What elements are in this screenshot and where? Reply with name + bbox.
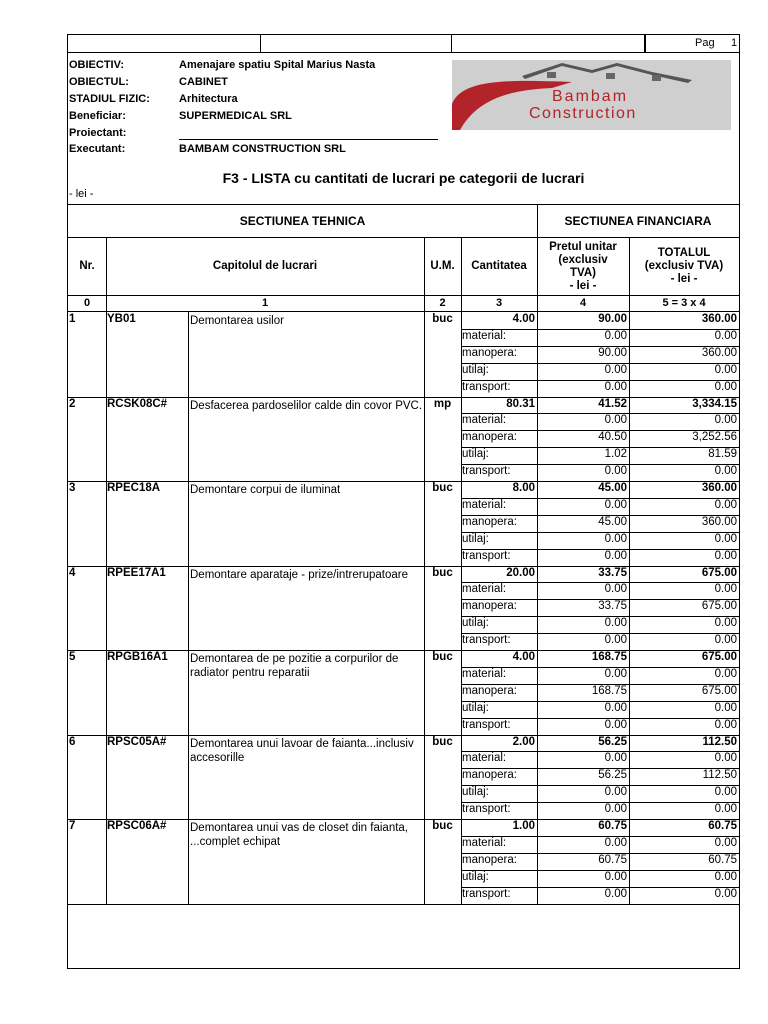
item-unit: buc [432,482,453,494]
cost-component-price: 60.75 [598,853,627,866]
item-unit-price: 90.00 [598,313,627,325]
cost-component-price: 0.00 [604,583,627,596]
item-number: 3 [69,482,76,494]
header-cell [261,35,452,52]
col-number: 5 = 3 x 4 [662,297,706,309]
item-description: Desfacerea pardoselilor calde din covor PVC. [190,399,423,412]
item-unit: buc [432,313,453,325]
cost-component-label: transport: [462,887,511,900]
cost-component-total: 0.00 [714,836,737,849]
cost-component-price: 0.00 [604,786,627,799]
cost-component-total: 0.00 [714,498,737,511]
cost-component-price: 0.00 [604,617,627,630]
item-code: RPGB16A1 [107,651,168,663]
item-quantity: 8.00 [512,482,535,494]
cost-component-label: material: [462,752,507,765]
col-header-um: U.M. [430,260,455,272]
item-unit-price: 33.75 [598,566,627,579]
cost-component-total: 0.00 [714,329,737,342]
divider [645,35,646,52]
item-code: RPSC06A# [107,820,167,832]
divider [68,904,739,905]
item-quantity: 20.00 [506,566,535,579]
info-label: Proiectant: [69,127,127,139]
item-number: 4 [69,566,76,579]
item-total: 675.00 [701,566,737,579]
item-quantity: 4.00 [512,651,535,663]
cost-component-price: 0.00 [604,498,627,511]
cost-component-total: 0.00 [714,617,737,630]
cost-component-label: utilaj: [462,363,489,376]
item-description: Demontare corpui de iluminat [190,484,341,496]
col-number: 3 [495,297,503,309]
item-number: 6 [69,735,76,748]
item-total: 3,334.15 [692,397,737,410]
cost-component-price: 90.00 [598,346,627,359]
cost-component-label: transport: [462,465,511,478]
cost-component-label: transport: [462,549,511,562]
page-header-strip [68,35,739,52]
page-number: 1 [731,37,738,49]
cost-component-total: 0.00 [714,414,737,427]
cost-component-price: 0.00 [604,363,627,376]
cost-component-label: utilaj: [462,701,489,714]
item-quantity: 4.00 [512,313,535,325]
cost-component-label: transport: [462,718,511,731]
cost-component-total: 675.00 [701,600,737,613]
cost-component-total: 0.00 [714,634,737,647]
cost-component-label: manopera: [462,853,517,866]
cost-component-price: 0.00 [604,380,627,393]
item-code: RPSC05A# [107,735,167,748]
cost-component-label: utilaj: [462,617,489,630]
col-header-pret-line: - lei - [569,279,597,292]
section-financiara-title: SECTIUNEA FINANCIARA [564,214,712,228]
cost-component-price: 1.02 [604,448,627,461]
logo-text-line1: Bambam [552,88,629,105]
item-description: Demontarea de pe pozitie a corpurilor de radiator pentru reparatii [190,653,399,679]
cost-component-price: 45.00 [598,515,627,528]
cost-component-total: 360.00 [701,515,737,528]
cost-component-total: 112.50 [702,769,737,782]
cost-component-total: 0.00 [714,380,737,393]
cost-component-total: 0.00 [714,718,737,731]
currency-note: - lei - [69,188,94,200]
cost-component-total: 0.00 [714,701,737,714]
col-header-capitol: Capitolul de lucrari [212,260,318,272]
info-label: OBIECTUL: [69,76,129,88]
cost-component-total: 360.00 [701,346,737,359]
col-header-cantitate: Cantitatea [471,260,527,272]
info-label: Executant: [69,143,126,155]
item-description: Demontarea unui lavoar de faianta...inclusiv accesorille [190,737,414,764]
item-description: Demontarea unui vas de closet din faianta, ...complet echipat [190,822,408,848]
col-header-total-line: (exclusiv TVA) [644,260,724,272]
cost-component-label: manopera: [462,346,517,359]
cost-component-price: 0.00 [604,803,627,816]
col-header-pret [537,238,629,295]
item-number: 5 [69,651,76,663]
item-unit-price: 41.52 [598,397,627,410]
item-number: 2 [69,397,76,410]
cost-component-total: 0.00 [714,363,737,376]
item-unit: buc [432,735,453,748]
col-header-total [629,238,739,295]
col-number: 1 [261,297,269,309]
item-quantity: 80.31 [506,397,535,410]
cost-component-total: 0.00 [714,667,737,680]
cost-component-label: transport: [462,380,511,393]
item-quantity: 2.00 [512,735,535,748]
item-total: 360.00 [701,482,737,494]
item-unit-price: 45.00 [598,482,627,494]
cost-component-total: 0.00 [714,532,737,545]
section-tehnica-title: SECTIUNEA TEHNICA [239,214,366,228]
col-header-pret-line: (exclusiv [558,253,608,266]
cost-component-label: material: [462,583,507,596]
divider [188,311,189,904]
cost-component-label: manopera: [462,515,517,528]
cost-component-total: 0.00 [714,583,737,596]
cost-component-label: utilaj: [462,870,489,883]
item-description: Demontare aparataje - prize/intrerupatoare [190,568,408,581]
col-header-pret-line: TVA) [570,266,596,279]
cost-component-label: utilaj: [462,786,489,799]
item-number: 1 [69,313,76,325]
cost-component-price: 0.00 [604,752,627,765]
item-code: YB01 [107,313,136,325]
cost-component-label: manopera: [462,769,517,782]
cost-component-total: 0.00 [714,465,737,478]
item-number: 7 [69,820,76,832]
item-total: 112.50 [702,735,737,748]
item-unit-price: 60.75 [598,820,627,832]
cost-component-price: 0.00 [604,887,627,900]
divider [68,52,739,53]
item-unit: mp [433,397,452,410]
cost-component-total: 0.00 [714,752,737,765]
cost-component-price: 0.00 [604,532,627,545]
item-quantity: 1.00 [512,820,535,832]
cost-component-price: 33.75 [598,600,627,613]
cost-component-price: 0.00 [604,634,627,647]
item-description: Demontarea usilor [190,315,284,327]
page-label: Pag [695,37,715,49]
cost-component-price: 0.00 [604,836,627,849]
cost-component-price: 40.50 [598,431,627,444]
cost-component-total: 0.00 [714,887,737,900]
table-top-border [68,204,739,205]
info-value: BAMBAM CONSTRUCTION SRL [179,143,346,155]
col-number: 0 [83,297,91,309]
col-header-nr: Nr. [79,260,95,272]
cost-component-total: 81.59 [708,448,737,461]
col-header-total-line: - lei - [670,273,698,285]
item-unit: buc [432,651,453,663]
cost-component-total: 60.75 [708,853,737,866]
divider [68,295,739,296]
item-unit-price: 168.75 [591,651,627,663]
company-logo [452,60,731,130]
cost-component-price: 0.00 [604,414,627,427]
info-value: CABINET [179,76,228,88]
info-label: Beneficiar: [69,110,126,122]
cost-component-price: 0.00 [604,667,627,680]
page-title: F3 - LISTA cu cantitati de lucrari pe categorii de lucrari [222,170,585,186]
cost-component-label: transport: [462,803,511,816]
logo-window [652,75,661,81]
info-value: SUPERMEDICAL SRL [179,110,292,122]
cost-component-total: 0.00 [714,549,737,562]
cost-component-label: manopera: [462,431,517,444]
info-label: STADIUL FIZIC: [69,93,150,105]
info-value: Arhitectura [179,93,238,105]
cost-component-price: 0.00 [604,329,627,342]
item-unit-price: 56.25 [598,735,627,748]
document-page [67,34,740,969]
logo-window [547,72,556,78]
cost-component-total: 0.00 [714,803,737,816]
cost-component-label: material: [462,498,507,511]
item-total: 360.00 [701,313,737,325]
item-code: RCSK08C# [107,397,168,410]
logo-text-line2: Construction [529,105,637,122]
header-cell [68,35,261,52]
cost-component-price: 0.00 [604,549,627,562]
cost-component-label: material: [462,836,507,849]
cost-component-label: utilaj: [462,448,489,461]
cost-component-price: 0.00 [604,718,627,731]
cost-component-price: 56.25 [598,769,627,782]
col-header-pret-line: Pretul unitar [549,240,617,253]
cost-component-label: material: [462,667,507,680]
divider [68,311,739,312]
col-header-total-line: TOTALUL [657,247,711,259]
item-code: RPEE17A1 [107,566,166,579]
cost-component-total: 0.00 [714,870,737,883]
cost-component-total: 3,252.56 [692,431,737,444]
cost-component-label: manopera: [462,684,517,697]
cost-component-label: utilaj: [462,532,489,545]
item-unit: buc [432,566,453,579]
cost-component-total: 0.00 [714,786,737,799]
header-cell [452,35,645,52]
col-number: 4 [579,297,587,309]
cost-component-price: 0.00 [604,465,627,478]
logo-window [606,73,615,79]
cost-component-price: 0.00 [604,701,627,714]
cost-component-total: 675.00 [701,684,737,697]
info-label: OBIECTIV: [69,59,125,71]
proiectant-underline [179,139,438,140]
info-value: Amenajare spatiu Spital Marius Nasta [179,59,376,71]
cost-component-label: material: [462,329,507,342]
cost-component-price: 0.00 [604,870,627,883]
item-total: 675.00 [701,651,737,663]
item-unit: buc [432,820,453,832]
cost-component-label: material: [462,414,507,427]
cost-component-label: transport: [462,634,511,647]
cost-component-label: manopera: [462,600,517,613]
item-code: RPEC18A [107,482,161,494]
cost-component-price: 168.75 [591,684,627,697]
item-total: 60.75 [708,820,737,832]
col-number: 2 [439,297,446,309]
